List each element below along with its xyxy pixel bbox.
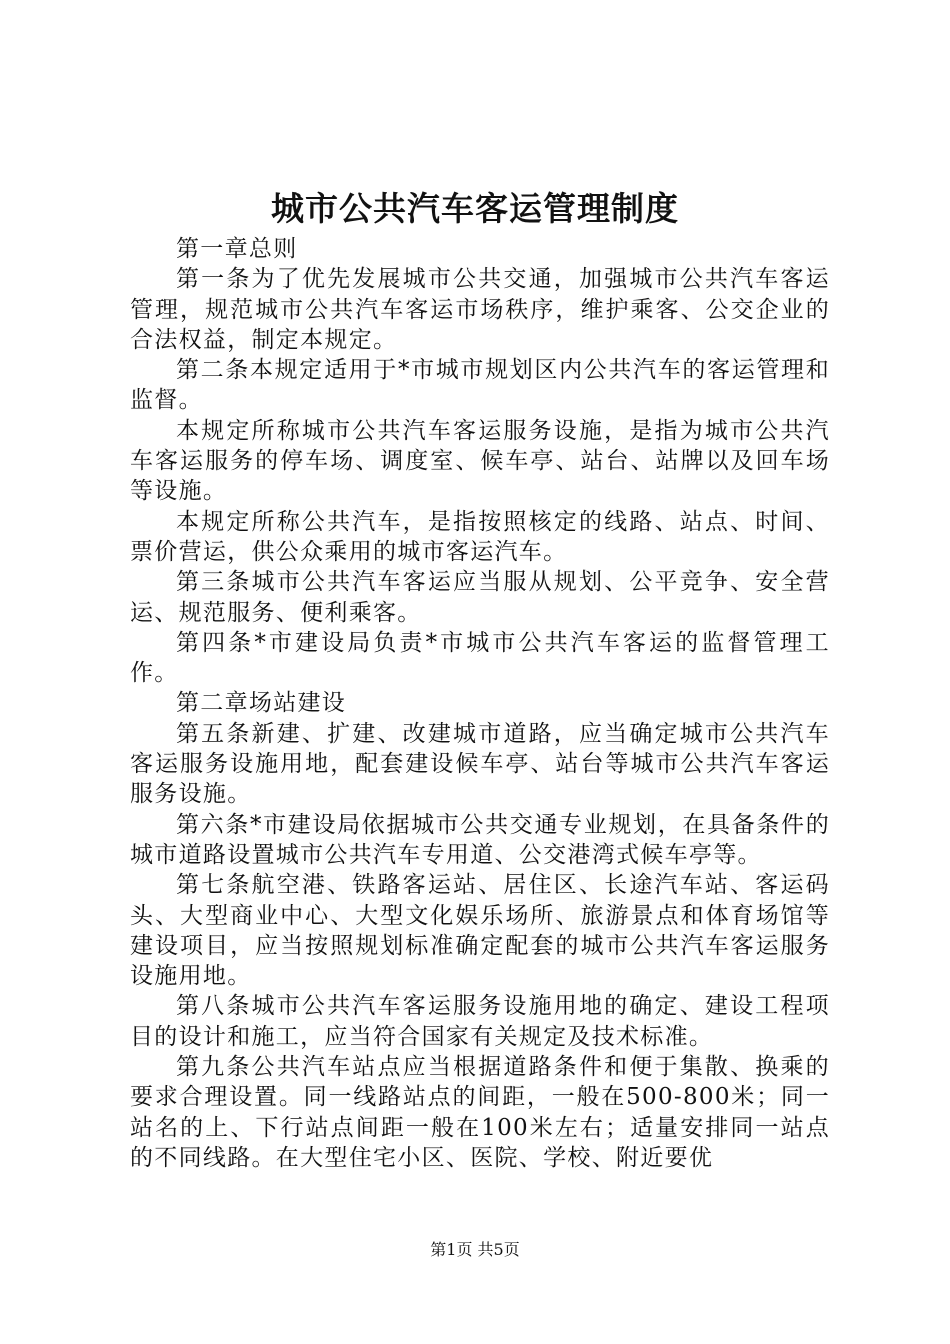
paragraph: 本规定所称公共汽车，是指按照核定的线路、站点、时间、票价营运，供公众乘用的城市客运汽车。: [130, 508, 830, 565]
paragraph: 第二章场站建设: [176, 690, 347, 717]
document-body: [130, 234, 830, 1173]
page-number: 第1页 共5页: [430, 1240, 520, 1259]
paragraph: 第三条城市公共汽车客运应当服从规划、公平竞争、安全营运、规范服务、便利乘客。: [130, 569, 830, 626]
paragraph: 第五条新建、扩建、改建城市道路，应当确定城市公共汽车客运服务设施用地，配套建设候车亭、站台等城市公共汽车客运服务设施。: [130, 720, 830, 808]
paragraph: 第四条*市建设局负责*市城市公共汽车客运的监督管理工作。: [130, 629, 830, 687]
document-title: 城市公共汽车客运管理制度: [271, 189, 679, 228]
paragraph: 第一章总则: [176, 236, 298, 262]
page-footer: [0, 1238, 950, 1262]
paragraph: 第七条航空港、铁路客运站、居住区、长途汽车站、客运码头、大型商业中心、大型文化娱乐场所、旅游景点和体育场馆等建设项目，应当按照规划标准确定配套的城市公共汽车客运服务设施用地。: [130, 872, 830, 990]
paragraph: 第六条*市建设局依据城市公共交通专业规划，在具备条件的城市道路设置城市公共汽车专用道、公交港湾式候车亭等。: [130, 811, 830, 868]
paragraph: 本规定所称城市公共汽车客运服务设施，是指为城市公共汽车客运服务的停车场、调度室、候车亭、站台、站牌以及回车场等设施。: [130, 417, 830, 505]
paragraph: 第八条城市公共汽车客运服务设施用地的确定、建设工程项目的设计和施工，应当符合国家有关规定及技术标准。: [130, 993, 830, 1050]
paragraph: 第二条本规定适用于*市城市规划区内公共汽车的客运管理和监督。: [130, 357, 830, 414]
paragraph: 第九条公共汽车站点应当根据道路条件和便于集散、换乘的要求合理设置。同一线路站点的间距，一般在500-800米；同一站名的上、下行站点间距一般在100米左右；适量安排同一站点的不同线路。在大型住宅小区、医院、学校、附近要优: [130, 1054, 830, 1171]
paragraph: 第一条为了优先发展城市公共交通，加强城市公共汽车客运管理，规范城市公共汽车客运市场秩序，维护乘客、公交企业的合法权益，制定本规定。: [130, 266, 830, 353]
